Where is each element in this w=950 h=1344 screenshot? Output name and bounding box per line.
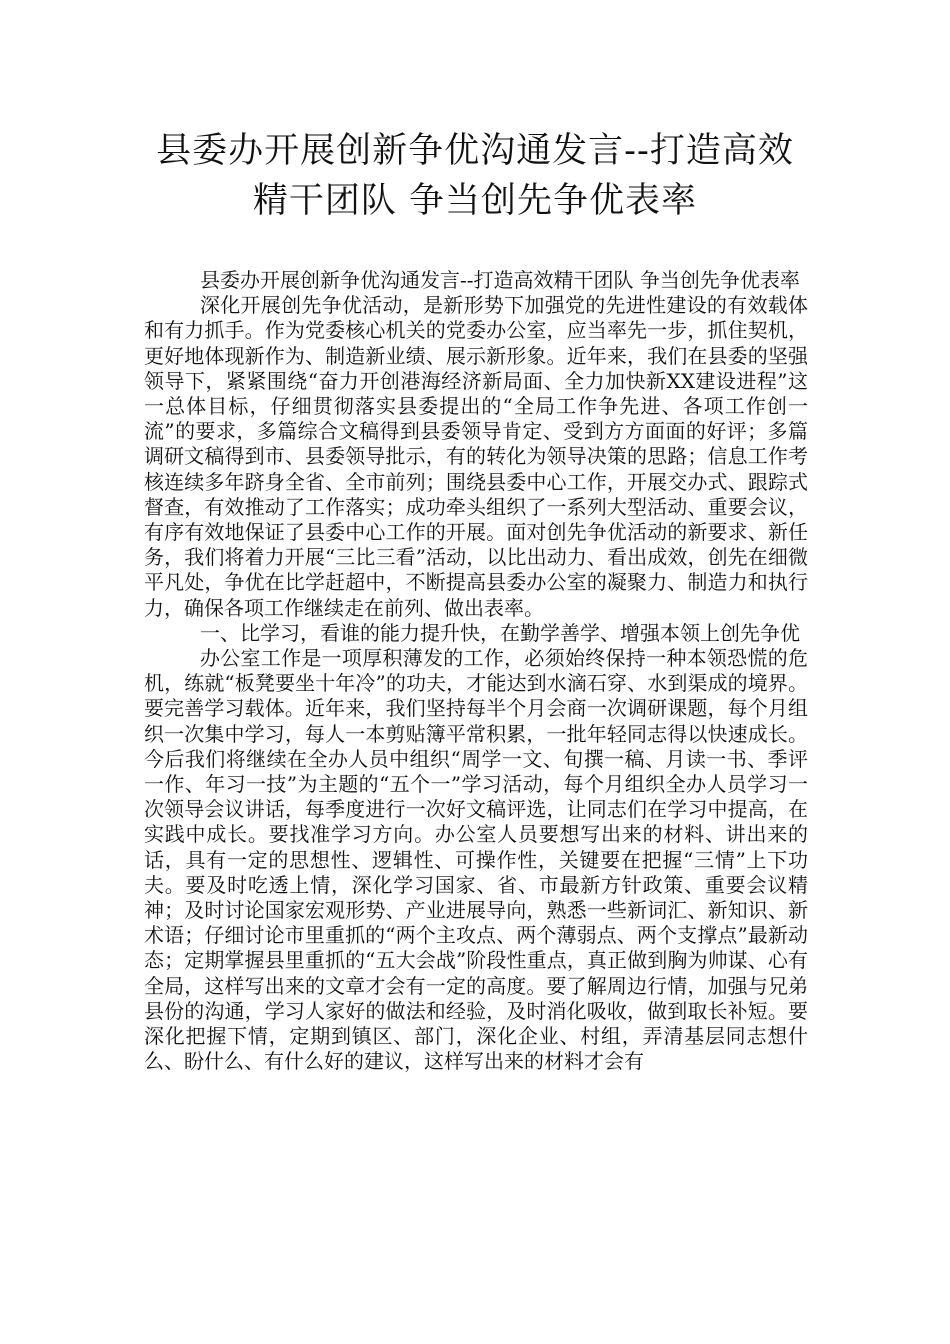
- paragraph-subtitle: 县委办开展创新争优沟通发言--打造高效精干团队 争当创先争优表率: [200, 268, 800, 292]
- paragraph-introduction: 深化开展创先争优活动，是新形势下加强党的先进性建设的有效载体和有力抓手。作为党委核心机关的党委办公室，应当率先一步，抓住契机，更好地体现新作为、制造新业绩、展示新形象。近年来，我们在县委的坚强领导下，紧紧围绕“奋力开创港海经济新局面、全力加快新XX建设进程”这一总体目标，仔细贯彻落实县委提出的“全局工作争先进、各项工作创一流”的要求，多篇综合文稿得到县委领导肯定、受到方方面面的好评；多篇调研文稿得到市、县委领导批示，有的转化为领导决策的思路；信息工作考核连续多年跻身全省、全市前列；围绕县委中心工作，开展交办式、跟踪式督查，有效推动了工作落实；成功牵头组织了一系列大型活动、重要会议，有序有效地保证了县委中心工作的开展。面对创先争优活动的新要求、新任务，我们将着力开展“三比三看”活动，以比出动力、看出成效，创先在细微平凡处，争优在比学赶超中，不断提高县委办公室的凝聚力、制造力和执行力，确保各项工作继续走在前列、做出表率。: [144, 293, 808, 620]
- paragraph-study: 办公室工作是一项厚积薄发的工作，必须始终保持一种本领恐慌的危机，练就“板凳要坐十年冷”的功夫，才能达到水滴石穿、水到渠成的境界。要完善学习载体。近年来，我们坚持每半个月会商一次调研课题，每个月组织一次集中学习，每人一本剪贴簿平常积累，一批年轻同志得以快速成长。今后我们将继续在全办人员中组织“周学一文、旬撰一稿、月读一书、季评一作、年习一技”为主题的“五个一”学习活动，每个月组织全办人员学习一次领导会议讲话，每季度进行一次好文稿评选，让同志们在学习中提高，在实践中成长。要找准学习方向。办公室人员要想写出来的材料、讲出来的话，具有一定的思想性、逻辑性、可操作性，关键要在把握“三情”上下功夫。要及时吃透上情，深化学习国家、省、市最新方针政策、重要会议精神；及时讨论国家宏观形势、产业进展导向，熟悉一些新词汇、新知识、新术语；仔细讨论市里重抓的“两个主攻点、两个薄弱点、两个支撑点”最新动态；定期掌握县里重抓的“五大会战”阶段性重点，真正做到胸为帅谋、心有全局，这样写出来的文章才会有一定的高度。要了解周边行情，加强与兄弟县份的沟通，学习人家好的做法和经验，及时消化吸收，做到取长补短。要深化把握下情，定期到镇区、部门，深化企业、村组，弄清基层同志想什么、盼什么、有什么好的建议，这样写出来的材料才会有: [144, 646, 808, 1074]
- section-heading-study: 一、比学习，看谁的能力提升快，在勤学善学、增强本领上创先争优: [200, 620, 800, 645]
- document-body: [144, 268, 808, 1075]
- document-title: 县委办开展创新争优沟通发言--打造高效精干团队 争当创先争优表率: [156, 131, 794, 221]
